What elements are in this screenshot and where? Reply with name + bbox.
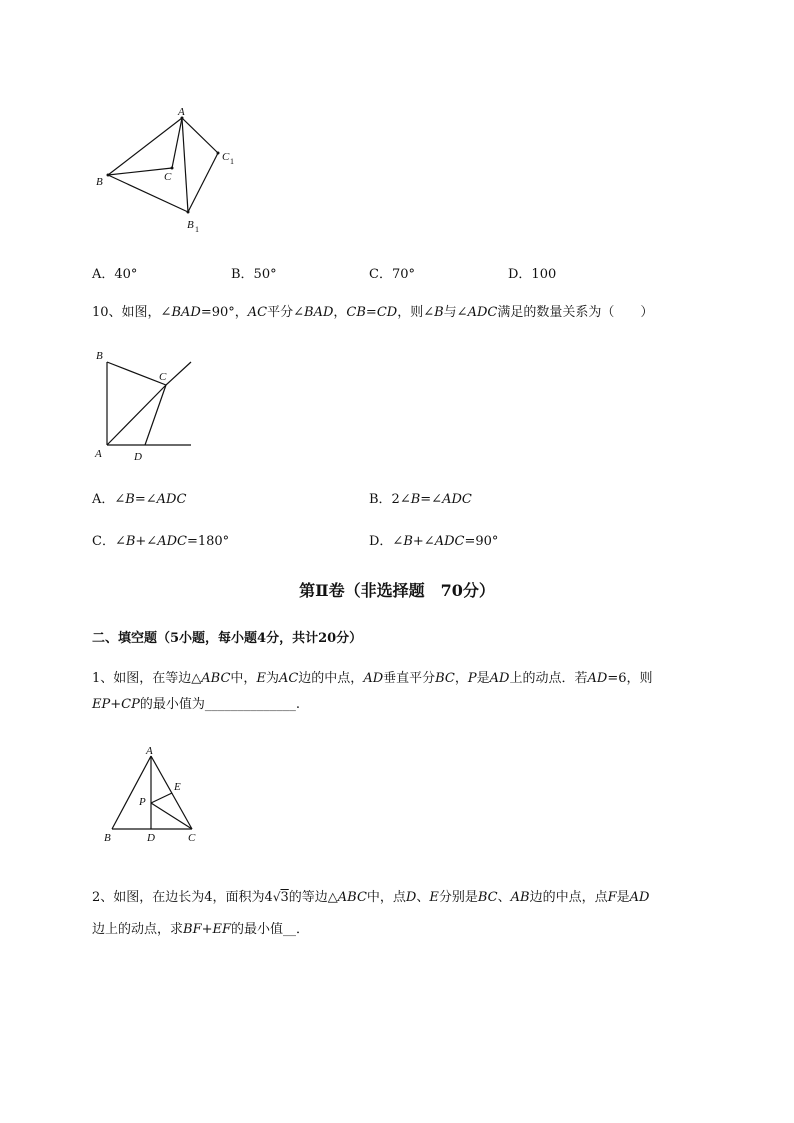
label-d: D [147, 832, 155, 844]
label-b: B [96, 350, 103, 362]
q10-stem: 10、如图，∠BAD=90°，AC平分∠BAD，CB=CD，则∠B与∠ADC满足的数量关系为（ ） [92, 305, 654, 320]
segment-pe [151, 793, 172, 803]
fill1-stem-line2: EP+CP的最小值为______________. [92, 697, 300, 712]
q9-option-c: C．70° [369, 267, 415, 282]
label-c1-subscript: 1 [230, 157, 234, 166]
label-d: D [134, 451, 142, 463]
label-c: C [159, 371, 167, 383]
segment-ab [112, 756, 151, 829]
label-b1: B [187, 219, 194, 231]
fill2-stem-line2: 边上的动点，求BF+EF的最小值__． [92, 922, 310, 937]
segment-pc [151, 803, 192, 829]
fill-in-part-title: 二、填空题（5小题，每小题4分，共计20分） [92, 631, 363, 646]
sqrt-argument: 3 [280, 890, 289, 905]
fill1-stem-line1: 1、如图，在等边△ABC中，E为AC边的中点，AD垂直平分BC，P是AD上的动点．若AD=6，则 [92, 671, 653, 686]
fill2-stem-line1: 2、如图，在边长为4，面积为4√3的等边△ABC中，点D、E分别是BC、AB边的中点，点F是AD [92, 890, 650, 905]
label-a: A [178, 106, 185, 118]
q10-option-c: C．∠B+∠ADC=180° [92, 534, 230, 549]
fill2-answer-blank: 的最小值__． [231, 922, 310, 937]
q9-option-d: D．100 [508, 267, 557, 282]
q9-option-a: A．40° [92, 267, 138, 282]
label-b: B [104, 832, 111, 844]
segment-ac [151, 756, 192, 829]
label-c: C [164, 171, 172, 183]
q10-option-d: D．∠B+∠ADC=90° [369, 534, 499, 549]
fill1-answer-blank: 的最小值为______________. [139, 697, 300, 712]
label-e: E [174, 781, 181, 793]
label-c1: C [222, 151, 230, 163]
label-a: A [146, 745, 153, 757]
label-b: B [96, 176, 103, 188]
q10-number: 10、 [92, 305, 122, 320]
label-a: A [95, 448, 102, 460]
sqrt-symbol: √ [272, 890, 281, 904]
label-b1-subscript: 1 [195, 225, 199, 234]
label-p: P [139, 796, 146, 808]
label-c: C [188, 832, 196, 844]
section-ii-title: 第Ⅱ卷（非选择题 70分） [299, 581, 495, 600]
q9-option-b: B．50° [231, 267, 277, 282]
q10-option-b: B．2∠B=∠ADC [369, 492, 472, 507]
q10-option-a: A．∠B=∠ADC [92, 492, 187, 507]
